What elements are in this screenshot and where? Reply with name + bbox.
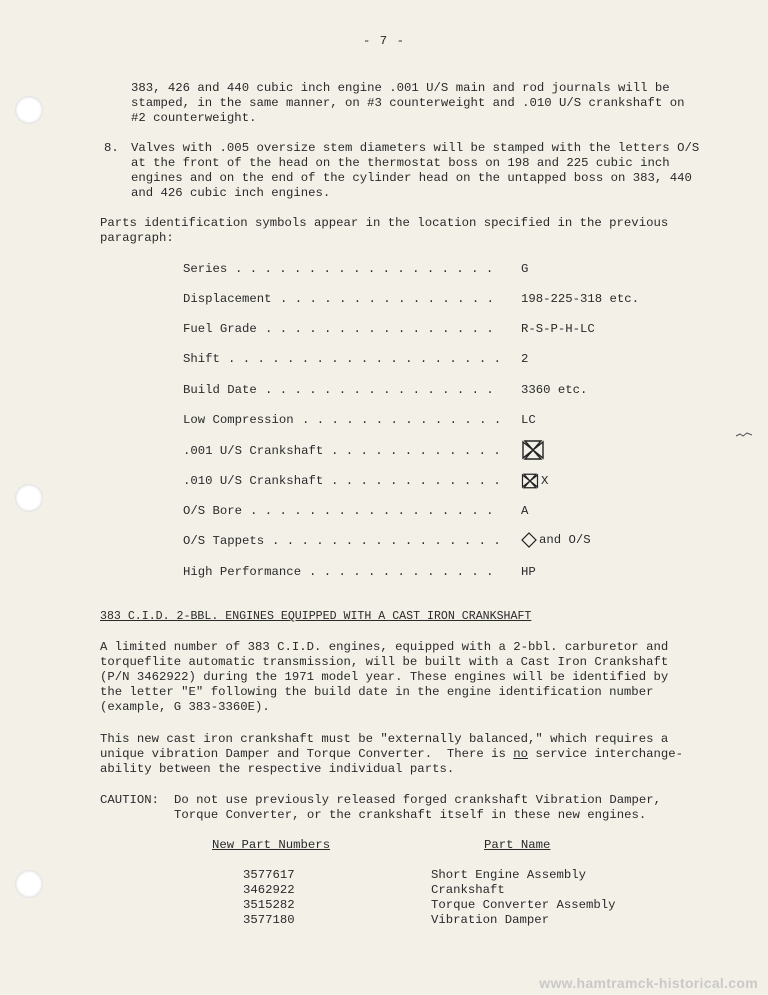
caution-label: CAUTION: [100, 793, 160, 807]
part-name: Vibration Damper [431, 913, 550, 927]
symbol-value-text: and O/S [539, 533, 591, 548]
symbol-value-text: G [521, 262, 529, 276]
part-name: Crankshaft [431, 883, 505, 897]
section-heading: 383 C.I.D. 2-BBL. ENGINES EQUIPPED WITH A CAST IRON CRANKSHAFT [100, 610, 532, 623]
leader-dots: . . . . . . . . . . . . . . . . . . . [228, 352, 502, 366]
binder-hole [15, 96, 43, 124]
part-number: 3515282 [243, 898, 295, 912]
balanced-text-a: This new cast iron crankshaft must be "externally balanced," which requires a unique vibration Damper and Torque Converter. There is [100, 732, 669, 761]
symbol-label: High Performance [183, 565, 302, 579]
caution-text: Do not use previously released forged crankshaft Vibration Damper, Torque Converter, or the crankshaft itself in these new engines. [174, 793, 662, 822]
symbol-value-text: 2 [521, 352, 529, 366]
symbol-row [183, 292, 640, 307]
balanced-text-b: service interchange- ability between the respective individual parts. [100, 747, 683, 776]
symbol-value-text: LC [521, 413, 536, 427]
symbol-value [521, 504, 528, 519]
symbol-row [183, 565, 603, 580]
symbol-row [183, 534, 603, 549]
leader-dots: . . . . . . . . . . . . . . [302, 413, 502, 427]
binder-hole [15, 484, 43, 512]
symbol-row [183, 262, 603, 277]
maltese-cross-icon [521, 472, 539, 490]
symbol-label: Fuel Grade [183, 322, 257, 336]
symbol-row [183, 504, 603, 519]
symbol-label: O/S Bore [183, 504, 243, 518]
footer-url: www.hamtramck-historical.com [539, 975, 758, 991]
symbol-label: Series [183, 262, 228, 276]
col-header-part-numbers: New Part Numbers [212, 838, 331, 852]
symbol-row [183, 352, 603, 367]
symbol-label: Shift [183, 352, 220, 366]
symbol-value [521, 383, 587, 398]
paper-speck [735, 432, 753, 438]
symbol-value [521, 322, 595, 337]
symbol-value-text: HP [521, 565, 536, 579]
symbol-label: Displacement [183, 292, 272, 306]
symbol-label: .001 U/S Crankshaft [183, 444, 324, 458]
symbol-label: .010 U/S Crankshaft [183, 474, 324, 488]
symbols-intro: Parts identification symbols appear in the location specified in the previous paragraph: [100, 216, 669, 245]
part-name: Torque Converter Assembly [431, 898, 616, 912]
symbol-row [183, 322, 603, 337]
limited-paragraph: A limited number of 383 C.I.D. engines, equipped with a 2-bbl. carburetor and torqueflite automatic transmission, will be built with a Cast Iron Crankshaft (P/N 3462922) during the 1971 model year. These engines will be identified by the letter "E" following the build date in the engine identification number (example, G 383-3360E). [100, 640, 669, 714]
part-number: 3577180 [243, 913, 295, 927]
symbol-label: Build Date [183, 383, 257, 397]
symbol-label: O/S Tappets [183, 534, 265, 548]
symbol-value [521, 565, 536, 580]
symbol-value-text: A [521, 504, 529, 518]
emphasis-no: no [513, 747, 529, 761]
part-number: 3577617 [243, 868, 295, 882]
leader-dots: . . . . . . . . . . . . . . . . [265, 383, 494, 397]
symbol-value-text: 3360 etc. [521, 383, 588, 397]
symbol-row [183, 413, 603, 428]
item-8-text: Valves with .005 oversize stem diameters will be stamped with the letters O/S at the front of the head on the thermostat boss on 198 and 225 cubic inch engines and on the end of the cylinder head on the untapped boss on 383, 440 and 426 cubic inch engines. [131, 141, 700, 200]
item-number: 8. [104, 141, 119, 155]
symbol-value [521, 352, 528, 367]
symbol-value-text: 198-225-318 etc. [521, 292, 640, 306]
diamond-icon [521, 532, 537, 548]
maltese-cross-icon [521, 440, 545, 460]
symbol-row [183, 474, 603, 489]
leader-dots: . . . . . . . . . . . . [331, 474, 501, 488]
leader-dots: . . . . . . . . . . . . . . . . . . [235, 262, 494, 276]
symbol-value [521, 440, 545, 460]
leader-dots: . . . . . . . . . . . . . . . . . [250, 504, 494, 518]
symbol-row [183, 383, 603, 398]
symbol-label: Low Compression [183, 413, 294, 427]
intro-paragraph: 383, 426 and 440 cubic inch engine .001 U/S main and rod journals will be stamped, in the same manner, on #3 counterweight and .010 U/S crankshaft on #2 counterweight. [131, 81, 685, 125]
symbol-value [521, 262, 528, 277]
leader-dots: . . . . . . . . . . . . [331, 444, 501, 458]
part-name: Short Engine Assembly [431, 868, 586, 882]
symbol-value [521, 472, 548, 490]
symbol-row [183, 444, 603, 459]
symbol-value-text: R-S-P-H-LC [521, 322, 595, 336]
leader-dots: . . . . . . . . . . . . . . . . [265, 322, 494, 336]
binder-hole [15, 870, 43, 898]
symbol-value [521, 532, 591, 548]
balanced-paragraph [100, 732, 683, 777]
leader-dots: . . . . . . . . . . . . . . . [280, 292, 495, 306]
symbol-value [521, 413, 536, 428]
leader-dots: . . . . . . . . . . . . . [309, 565, 494, 579]
part-number: 3462922 [243, 883, 295, 897]
col-header-part-name: Part Name [484, 838, 551, 852]
symbol-value [521, 292, 639, 307]
symbol-value-text: X [541, 474, 549, 489]
leader-dots: . . . . . . . . . . . . . . . . [272, 534, 501, 548]
page-number: - 7 - [363, 34, 405, 48]
